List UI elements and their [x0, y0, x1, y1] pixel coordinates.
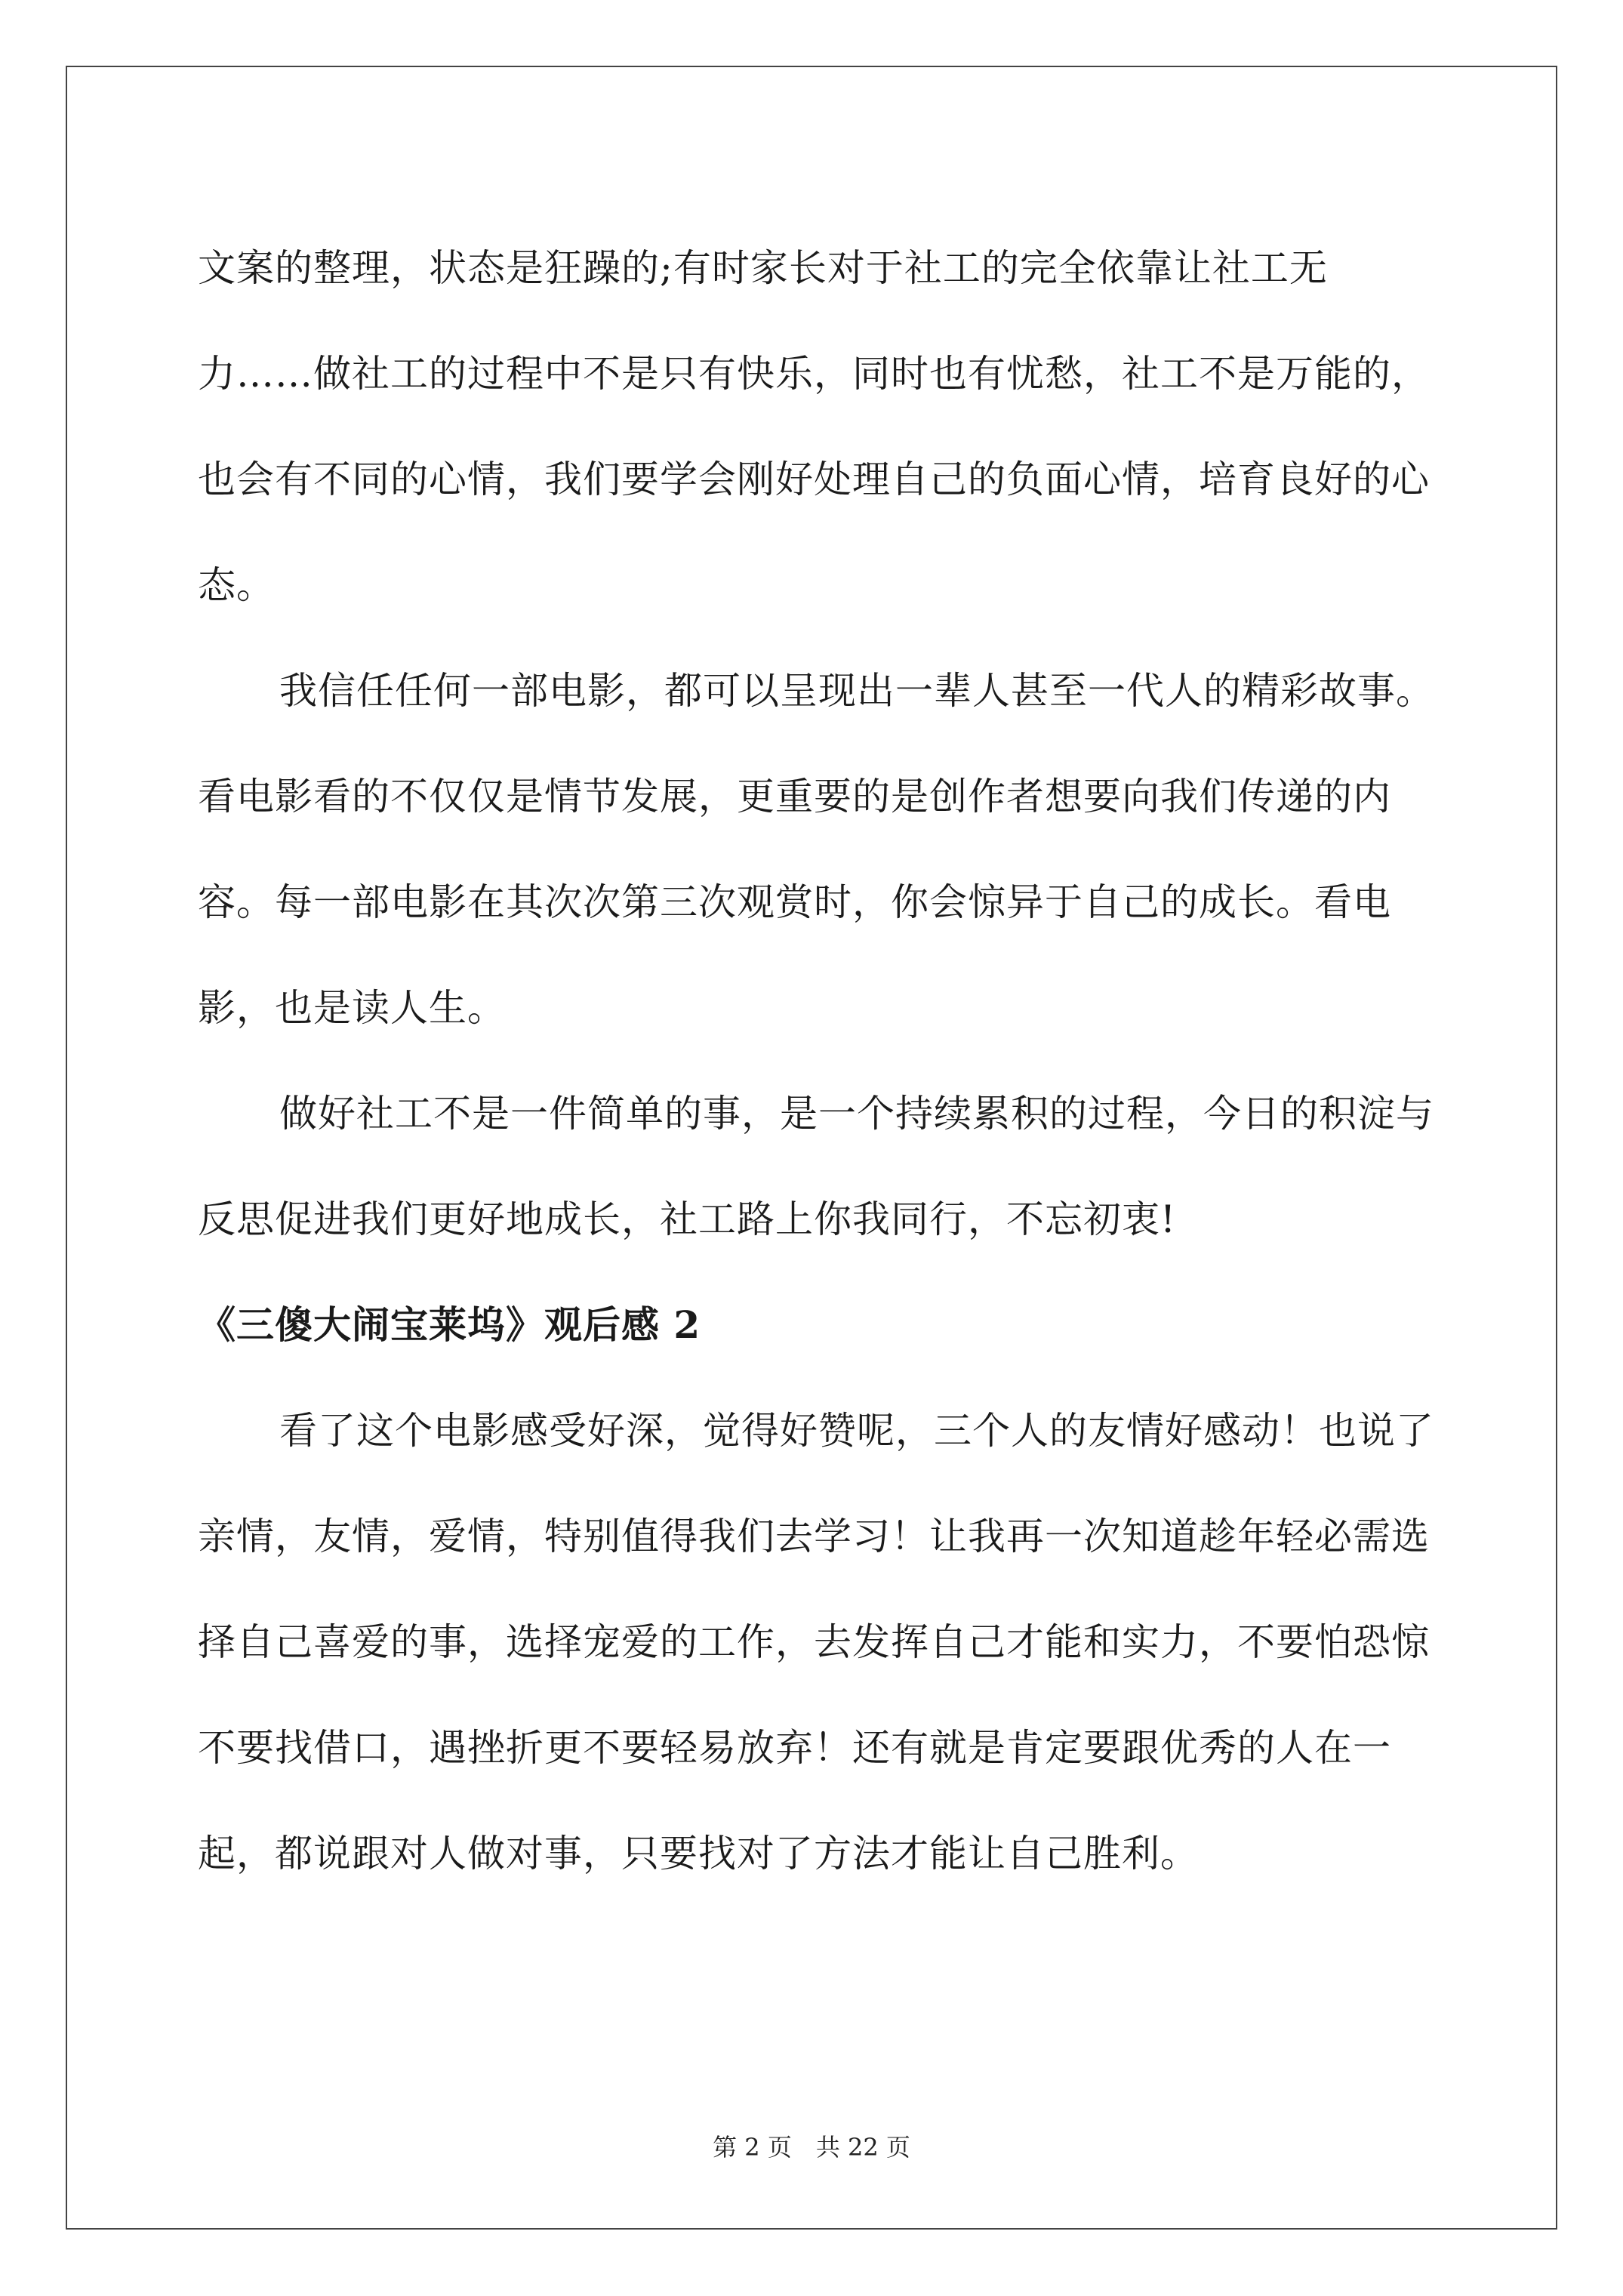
paragraph-1: 文案的整理，状态是狂躁的;有时家长对于社工的完全依靠让社工无力……做社工的过程中不是只有快乐，同时也有忧愁，社工不是万能的，也会有不同的心情，我们要学会刚好处理自己的负面心情，培育良好的心态。 — [198, 246, 1430, 607]
document-body — [198, 215, 1437, 1906]
paragraph-3: 做好社工不是一件简单的事，是一个持续累积的过程，今日的积淀与反思促进我们更好地成长，社工路上你我同行，不忘初衷! — [198, 1092, 1434, 1241]
paragraph-4: 看了这个电影感受好深，觉得好赞呢，三个人的友情好感动！也说了亲情，友情，爱情，特别值得我们去学习！让我再一次知道趁年轻必需选择自己喜爱的事，选择宠爱的工作，去发挥自己才能和实力，不要怕恐惊不要找借口，遇挫折更不要轻易放弃！还有就是肯定要跟优秀的人在一起，都说跟对人做对事，只要找对了方法才能让自己胜利。 — [198, 1409, 1434, 1875]
paragraph-2: 我信任任何一部电影，都可以呈现出一辈人甚至一代人的精彩故事。看电影看的不仅仅是情节发展，更重要的是创作者想要向我们传递的内容。每一部电影在其次次第三次观赏时，你会惊异于自己的成长。看电影，也是读人生。 — [198, 669, 1434, 1030]
section-heading: 《三傻大闹宝莱坞》观后感 2 — [198, 1302, 701, 1347]
page-number: 第 2 页 共 22 页 — [713, 2133, 910, 2162]
